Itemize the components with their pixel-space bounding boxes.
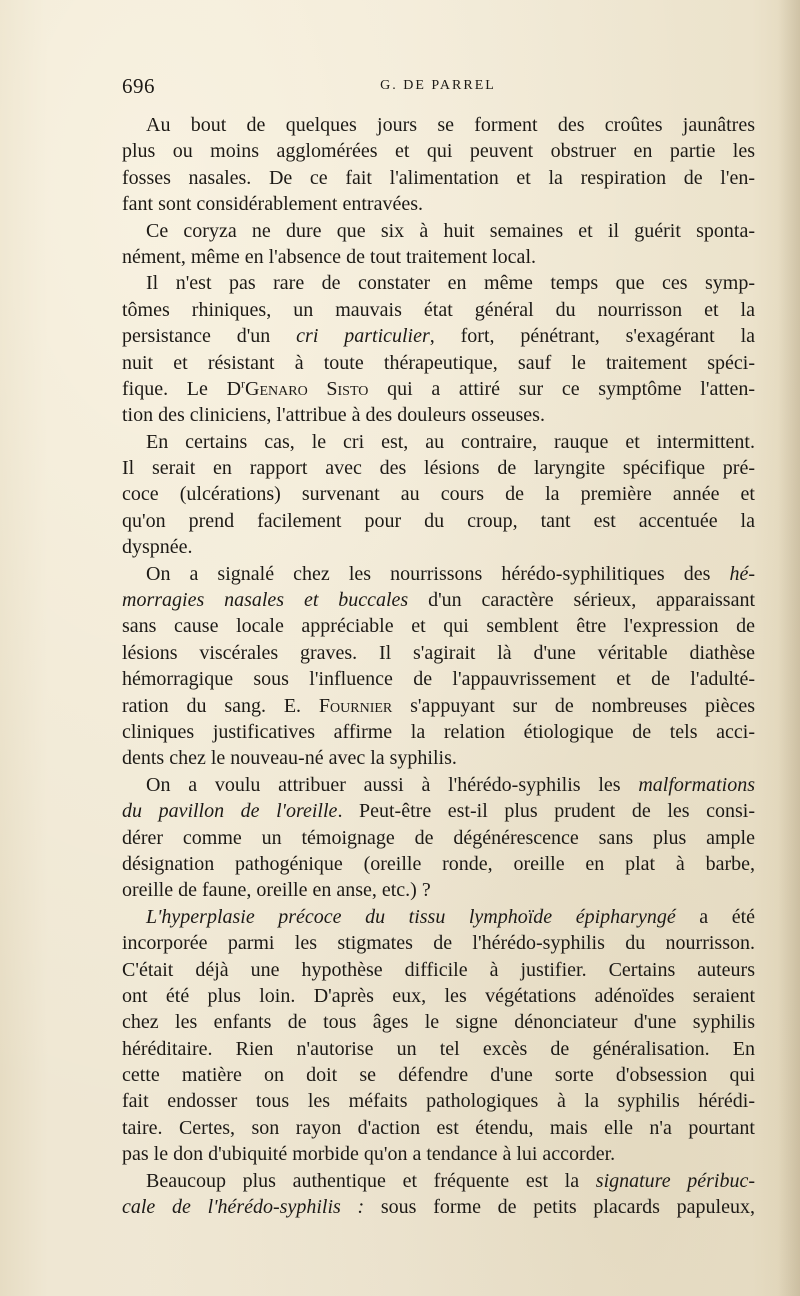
text-line xyxy=(122,957,755,983)
page-edge-shadow xyxy=(778,0,800,1296)
text-line xyxy=(122,1141,755,1167)
line-text: incorporée parmi les stigmates de l'hérédo-syphilis du nourrisson. xyxy=(122,932,755,955)
page-header xyxy=(122,74,754,98)
line-text: s'appuyant sur de nombreuses pièces xyxy=(392,694,755,717)
line-text: lésions viscérales graves. Il s'agirait là d'une véritable diathèse xyxy=(122,641,755,664)
text-line xyxy=(122,112,755,138)
text-line xyxy=(122,877,755,903)
line-text: cette matière on doit se défendre d'une sorte d'obsession qui xyxy=(122,1064,755,1087)
line-text: nuit et résistant à toute thérapeutique, sauf le traitement spéci- xyxy=(122,351,755,374)
text-line xyxy=(122,455,755,481)
italic-text: malformations xyxy=(638,773,755,796)
text-line xyxy=(122,429,755,455)
line-text: qu'on prend facilement pour du croup, tant est accentuée la xyxy=(122,509,755,532)
line-text: qui a attiré sur ce symptôme l'atten- xyxy=(368,377,755,400)
line-text: nément, même en l'absence de tout traitement local. xyxy=(122,245,536,268)
line-text: fosses nasales. De ce fait l'alimentation et la respiration de l'en- xyxy=(122,166,755,189)
line-text: pas le don d'ubiquité morbide qu'on a tendance à lui accorder. xyxy=(122,1143,616,1166)
line-text: chez les enfants de tous âges le signe dénonciateur d'une syphilis xyxy=(122,1011,755,1034)
line-text: Au bout de quelques jours se forment des croûtes jaunâtres xyxy=(146,114,755,136)
line-text: fique. Le D xyxy=(122,377,242,400)
text-line xyxy=(122,561,755,587)
text-line xyxy=(122,297,755,323)
line-text: Ce coryza ne dure que six à huit semaines et il guérit sponta- xyxy=(146,219,755,242)
line-text: fant sont considérablement entravées. xyxy=(122,193,423,216)
line-text: plus ou moins agglomérées et qui peuvent obstruer en partie les xyxy=(122,140,755,163)
text-line xyxy=(122,165,755,191)
page-number: 696 xyxy=(122,74,155,98)
line-text: dérer comme un témoignage de dégénérescence sans plus ample xyxy=(122,826,755,849)
line-text: . Peut-être est-il plus prudent de les consi- xyxy=(337,800,755,823)
line-text: hémorragique sous l'influence de l'appauvrissement et de l'adulté- xyxy=(122,668,755,691)
text-line xyxy=(122,244,755,270)
line-text: coce (ulcérations) survenant au cours de la première année et xyxy=(122,483,755,506)
text-line xyxy=(122,1115,755,1141)
line-text: fait endosser tous les méfaits pathologiques à la syphilis hérédi- xyxy=(122,1090,755,1113)
line-text: ont été plus loin. D'après eux, les végétations adénoïdes seraient xyxy=(122,984,755,1007)
text-line xyxy=(122,693,755,719)
line-text: En certains cas, le cri est, au contraire, rauque et intermittent. xyxy=(146,430,755,453)
text-line xyxy=(122,798,755,824)
text-line xyxy=(122,983,755,1009)
text-line xyxy=(122,481,755,507)
line-text: Beaucoup plus authentique et fréquente est la xyxy=(146,1169,596,1192)
text-line xyxy=(122,745,755,771)
author-name: Fournier xyxy=(318,694,393,717)
line-text: On a voulu attribuer aussi à l'hérédo-syphilis les xyxy=(146,773,639,796)
text-line xyxy=(122,508,755,534)
running-title: G. DE PARREL xyxy=(380,78,496,93)
line-text: Il serait en rapport avec des lésions de laryngite spécifique pré- xyxy=(122,457,755,480)
text-line xyxy=(122,1062,755,1088)
italic-text: morragies nasales et buccales xyxy=(122,589,409,612)
line-text: C'était déjà une hypothèse difficile à justifier. Certains auteurs xyxy=(122,958,755,981)
line-text: sous forme de petits placards papuleux, xyxy=(364,1196,755,1219)
text-line xyxy=(122,1168,755,1194)
text-line xyxy=(122,402,755,428)
line-text: ration du sang. E. xyxy=(122,694,319,717)
line-text: tion des cliniciens, l'attribue à des douleurs osseuses. xyxy=(122,404,545,427)
line-text: d'un caractère sérieux, apparaissant xyxy=(408,589,755,612)
text-line xyxy=(122,323,755,349)
line-text: dyspnée. xyxy=(122,536,193,559)
text-line xyxy=(122,218,755,244)
text-line xyxy=(122,350,755,376)
line-text: cliniques justificatives affirme la relation étiologique de tels acci- xyxy=(122,720,755,743)
text-line xyxy=(122,719,755,745)
italic-text: hé- xyxy=(729,562,755,585)
line-text: persistance d'un xyxy=(122,325,297,348)
line-text: sans cause locale appréciable et qui semblent être l'expression de xyxy=(122,615,755,638)
text-line xyxy=(122,587,755,613)
text-line xyxy=(122,1009,755,1035)
line-text: Il n'est pas rare de constater en même temps que ces symp- xyxy=(146,272,755,295)
line-text: héréditaire. Rien n'autorise un tel excès de généralisation. En xyxy=(122,1037,755,1060)
text-line xyxy=(122,772,755,798)
text-line xyxy=(122,640,755,666)
text-line xyxy=(122,904,755,930)
text-line xyxy=(122,1036,755,1062)
italic-text: cale de l'hérédo-syphilis : xyxy=(122,1196,365,1219)
line-text: oreille de faune, oreille en anse, etc.) ? xyxy=(122,879,431,902)
text-line xyxy=(122,534,755,560)
text-line xyxy=(122,1088,755,1114)
line-text: tômes rhiniques, un mauvais état général du nourrisson et la xyxy=(122,298,755,321)
text-line xyxy=(122,825,755,851)
italic-text: L'hyperplasie précoce du tissu lymphoïde épipharyngé xyxy=(146,905,676,928)
author-name: Genaro Sisto xyxy=(245,377,369,400)
text-line xyxy=(122,270,755,296)
text-line xyxy=(122,930,755,956)
line-text: dents chez le nouveau-né avec la syphilis. xyxy=(122,747,457,770)
text-line xyxy=(122,376,755,402)
italic-text: cri particulier xyxy=(296,325,430,348)
line-text: , fort, pénétrant, s'exagérant la xyxy=(429,325,756,348)
line-text: désignation pathogénique (oreille ronde, oreille en plat à barbe, xyxy=(122,852,755,875)
text-line xyxy=(122,138,755,164)
text-line xyxy=(122,1194,755,1220)
italic-text: du pavillon de l'oreille xyxy=(122,800,338,823)
text-line xyxy=(122,191,755,217)
text-line xyxy=(122,851,755,877)
italic-text: signature péribuc- xyxy=(595,1169,756,1192)
text-line xyxy=(122,666,755,692)
line-text: taire. Certes, son rayon d'action est étendu, mais elle n'a pourtant xyxy=(122,1116,755,1139)
body-text xyxy=(122,112,755,1220)
line-text: On a signalé chez les nourrissons hérédo-syphilitiques des xyxy=(146,562,730,585)
text-line xyxy=(122,613,755,639)
superscript: r xyxy=(241,376,246,391)
line-text: a été xyxy=(675,905,756,928)
